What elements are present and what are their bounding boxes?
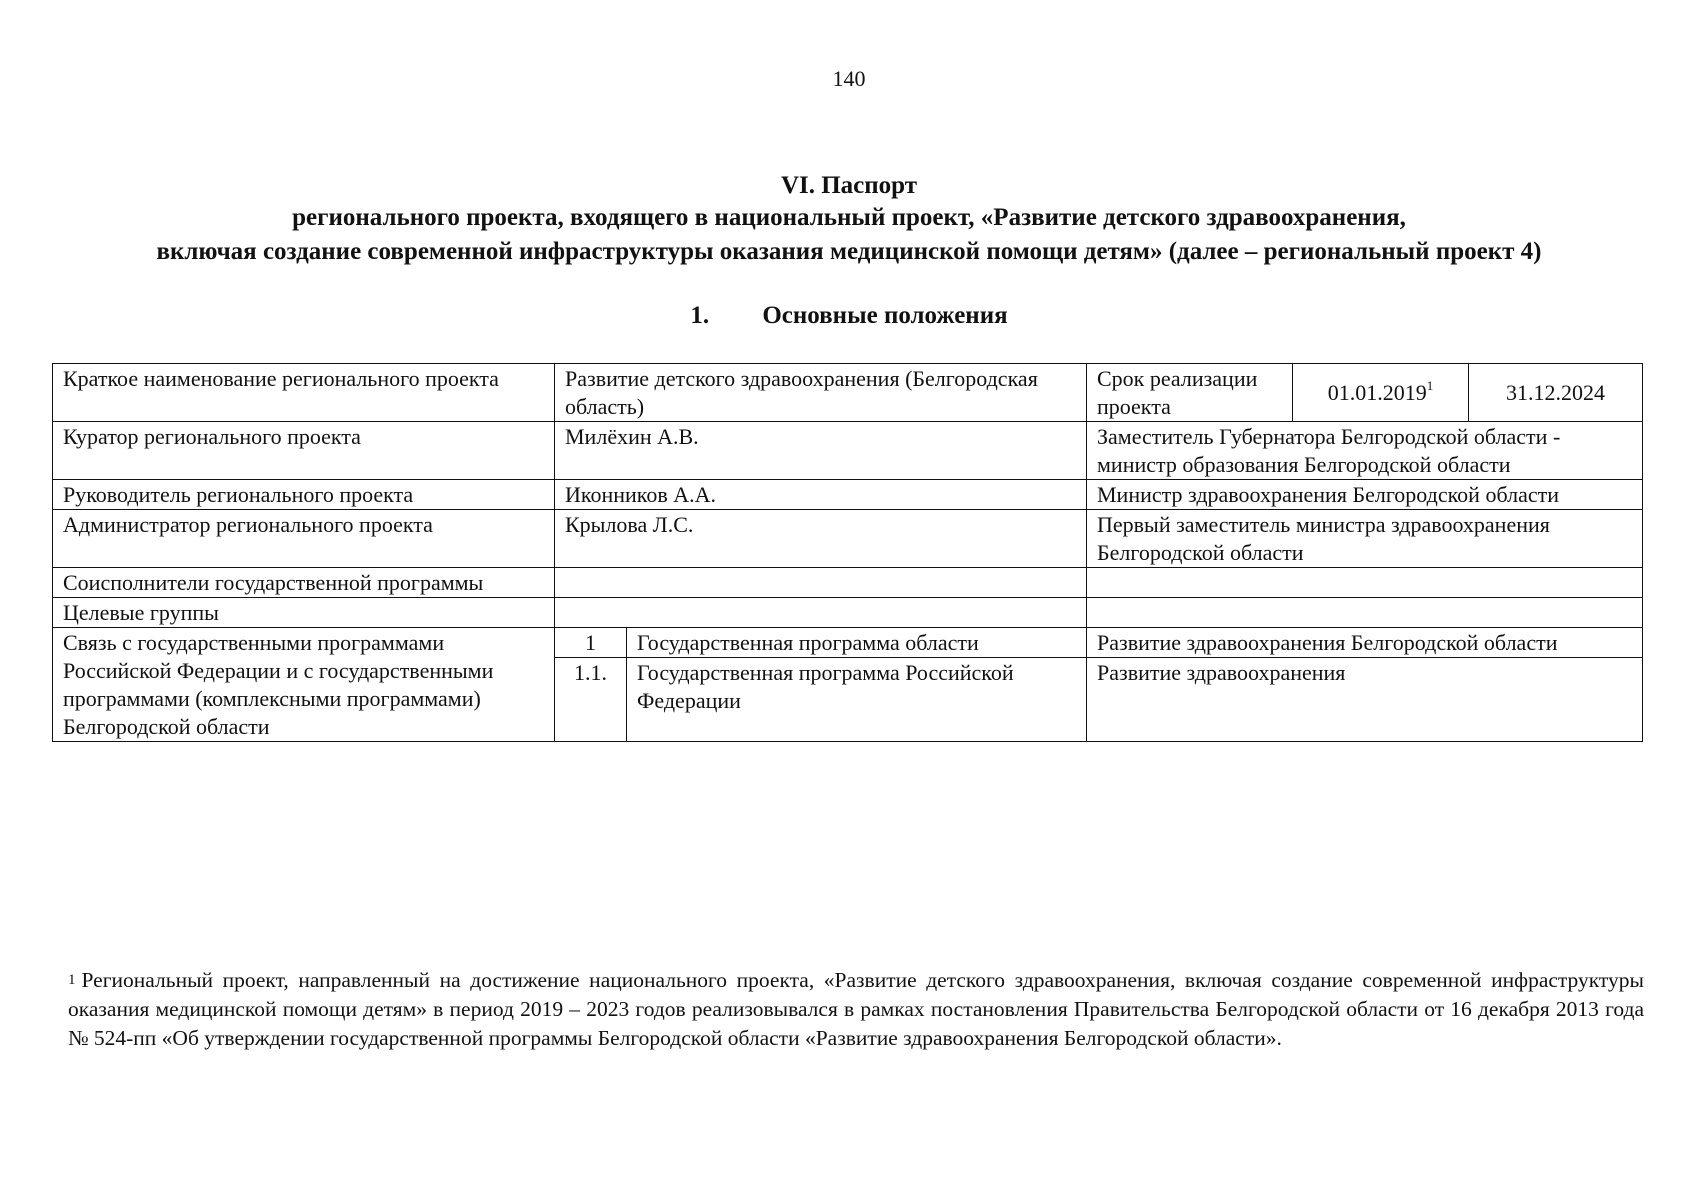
program-number: 1.1.: [555, 658, 627, 742]
document-subtitle-line-2: включая создание современной инфраструктуры оказания медицинской помощи детям» (далее – региональный проект 4): [156, 238, 1542, 265]
head-position: Министр здравоохранения Белгородской области: [1087, 480, 1643, 510]
admin-position: Первый заместитель министра здравоохранения Белгородской области: [1087, 510, 1643, 568]
footnote-mark: 1: [68, 972, 76, 988]
program-name: Развитие здравоохранения Белгородской области: [1087, 628, 1643, 658]
footnote-text: Региональный проект, направленный на достижение национального проекта, «Развитие детского здравоохранения, включая создание современной инфраструктуры оказания медицинской помощи детям» в период 2019 – 2023 годов реализовывался в рамках постановления Правительства Белгородской области от 16 декабря 2013 года № 524-пп «Об утверждении государственной программы Белгородской области «Развитие здравоохранения Белгородской области».: [68, 968, 1644, 1050]
target-groups-label: Целевые группы: [53, 598, 555, 628]
table-row: [53, 364, 1643, 422]
curator-name: Милёхин А.В.: [555, 422, 1087, 480]
section-number: 1.: [690, 302, 710, 329]
table-row: [53, 568, 1643, 598]
period-start: [1293, 364, 1469, 422]
admin-label: Администратор регионального проекта: [53, 510, 555, 568]
short-name-value: Развитие детского здравоохранения (Белгородская область): [555, 364, 1087, 422]
program-type: Государственная программа области: [627, 628, 1087, 658]
programs-link-label: Связь с государственными программами Российской Федерации и с государственными программами (комплексными программами) Белгородской области: [53, 628, 555, 742]
table-row: [53, 480, 1643, 510]
curator-label: Куратор регионального проекта: [53, 422, 555, 480]
target-groups-extra: [1087, 598, 1643, 628]
table-row: [53, 628, 1643, 658]
footnote-reference: 1: [1426, 378, 1434, 393]
curator-position: Заместитель Губернатора Белгородской области - министр образования Белгородской области: [1087, 422, 1643, 480]
section-heading: [0, 302, 1698, 330]
table-row: [53, 510, 1643, 568]
admin-name: Крылова Л.С.: [555, 510, 1087, 568]
document-title: VI. Паспорт: [780, 172, 918, 199]
footnote: [68, 966, 1644, 1053]
section-title: Основные положения: [762, 302, 1008, 329]
passport-table: [52, 363, 1643, 742]
page-number: 140: [832, 66, 866, 91]
head-name: Иконников А.А.: [555, 480, 1087, 510]
short-name-label: Краткое наименование регионального проекта: [53, 364, 555, 422]
program-name: Развитие здравоохранения: [1087, 658, 1643, 742]
period-start-date: 01.01.2019: [1327, 380, 1427, 405]
period-end: 31.12.2024: [1469, 364, 1643, 422]
coexecutors-value: [555, 568, 1087, 598]
table-row: [53, 422, 1643, 480]
head-label: Руководитель регионального проекта: [53, 480, 555, 510]
table-row: [53, 598, 1643, 628]
document-subtitle-line-1: регионального проекта, входящего в национальный проект, «Развитие детского здравоохранения,: [292, 204, 1406, 231]
target-groups-value: [555, 598, 1087, 628]
coexecutors-label: Соисполнители государственной программы: [53, 568, 555, 598]
program-number: 1: [555, 628, 627, 658]
program-type: Государственная программа Российской Федерации: [627, 658, 1087, 742]
coexecutors-extra: [1087, 568, 1643, 598]
period-label: Срок реализации проекта: [1087, 364, 1293, 422]
